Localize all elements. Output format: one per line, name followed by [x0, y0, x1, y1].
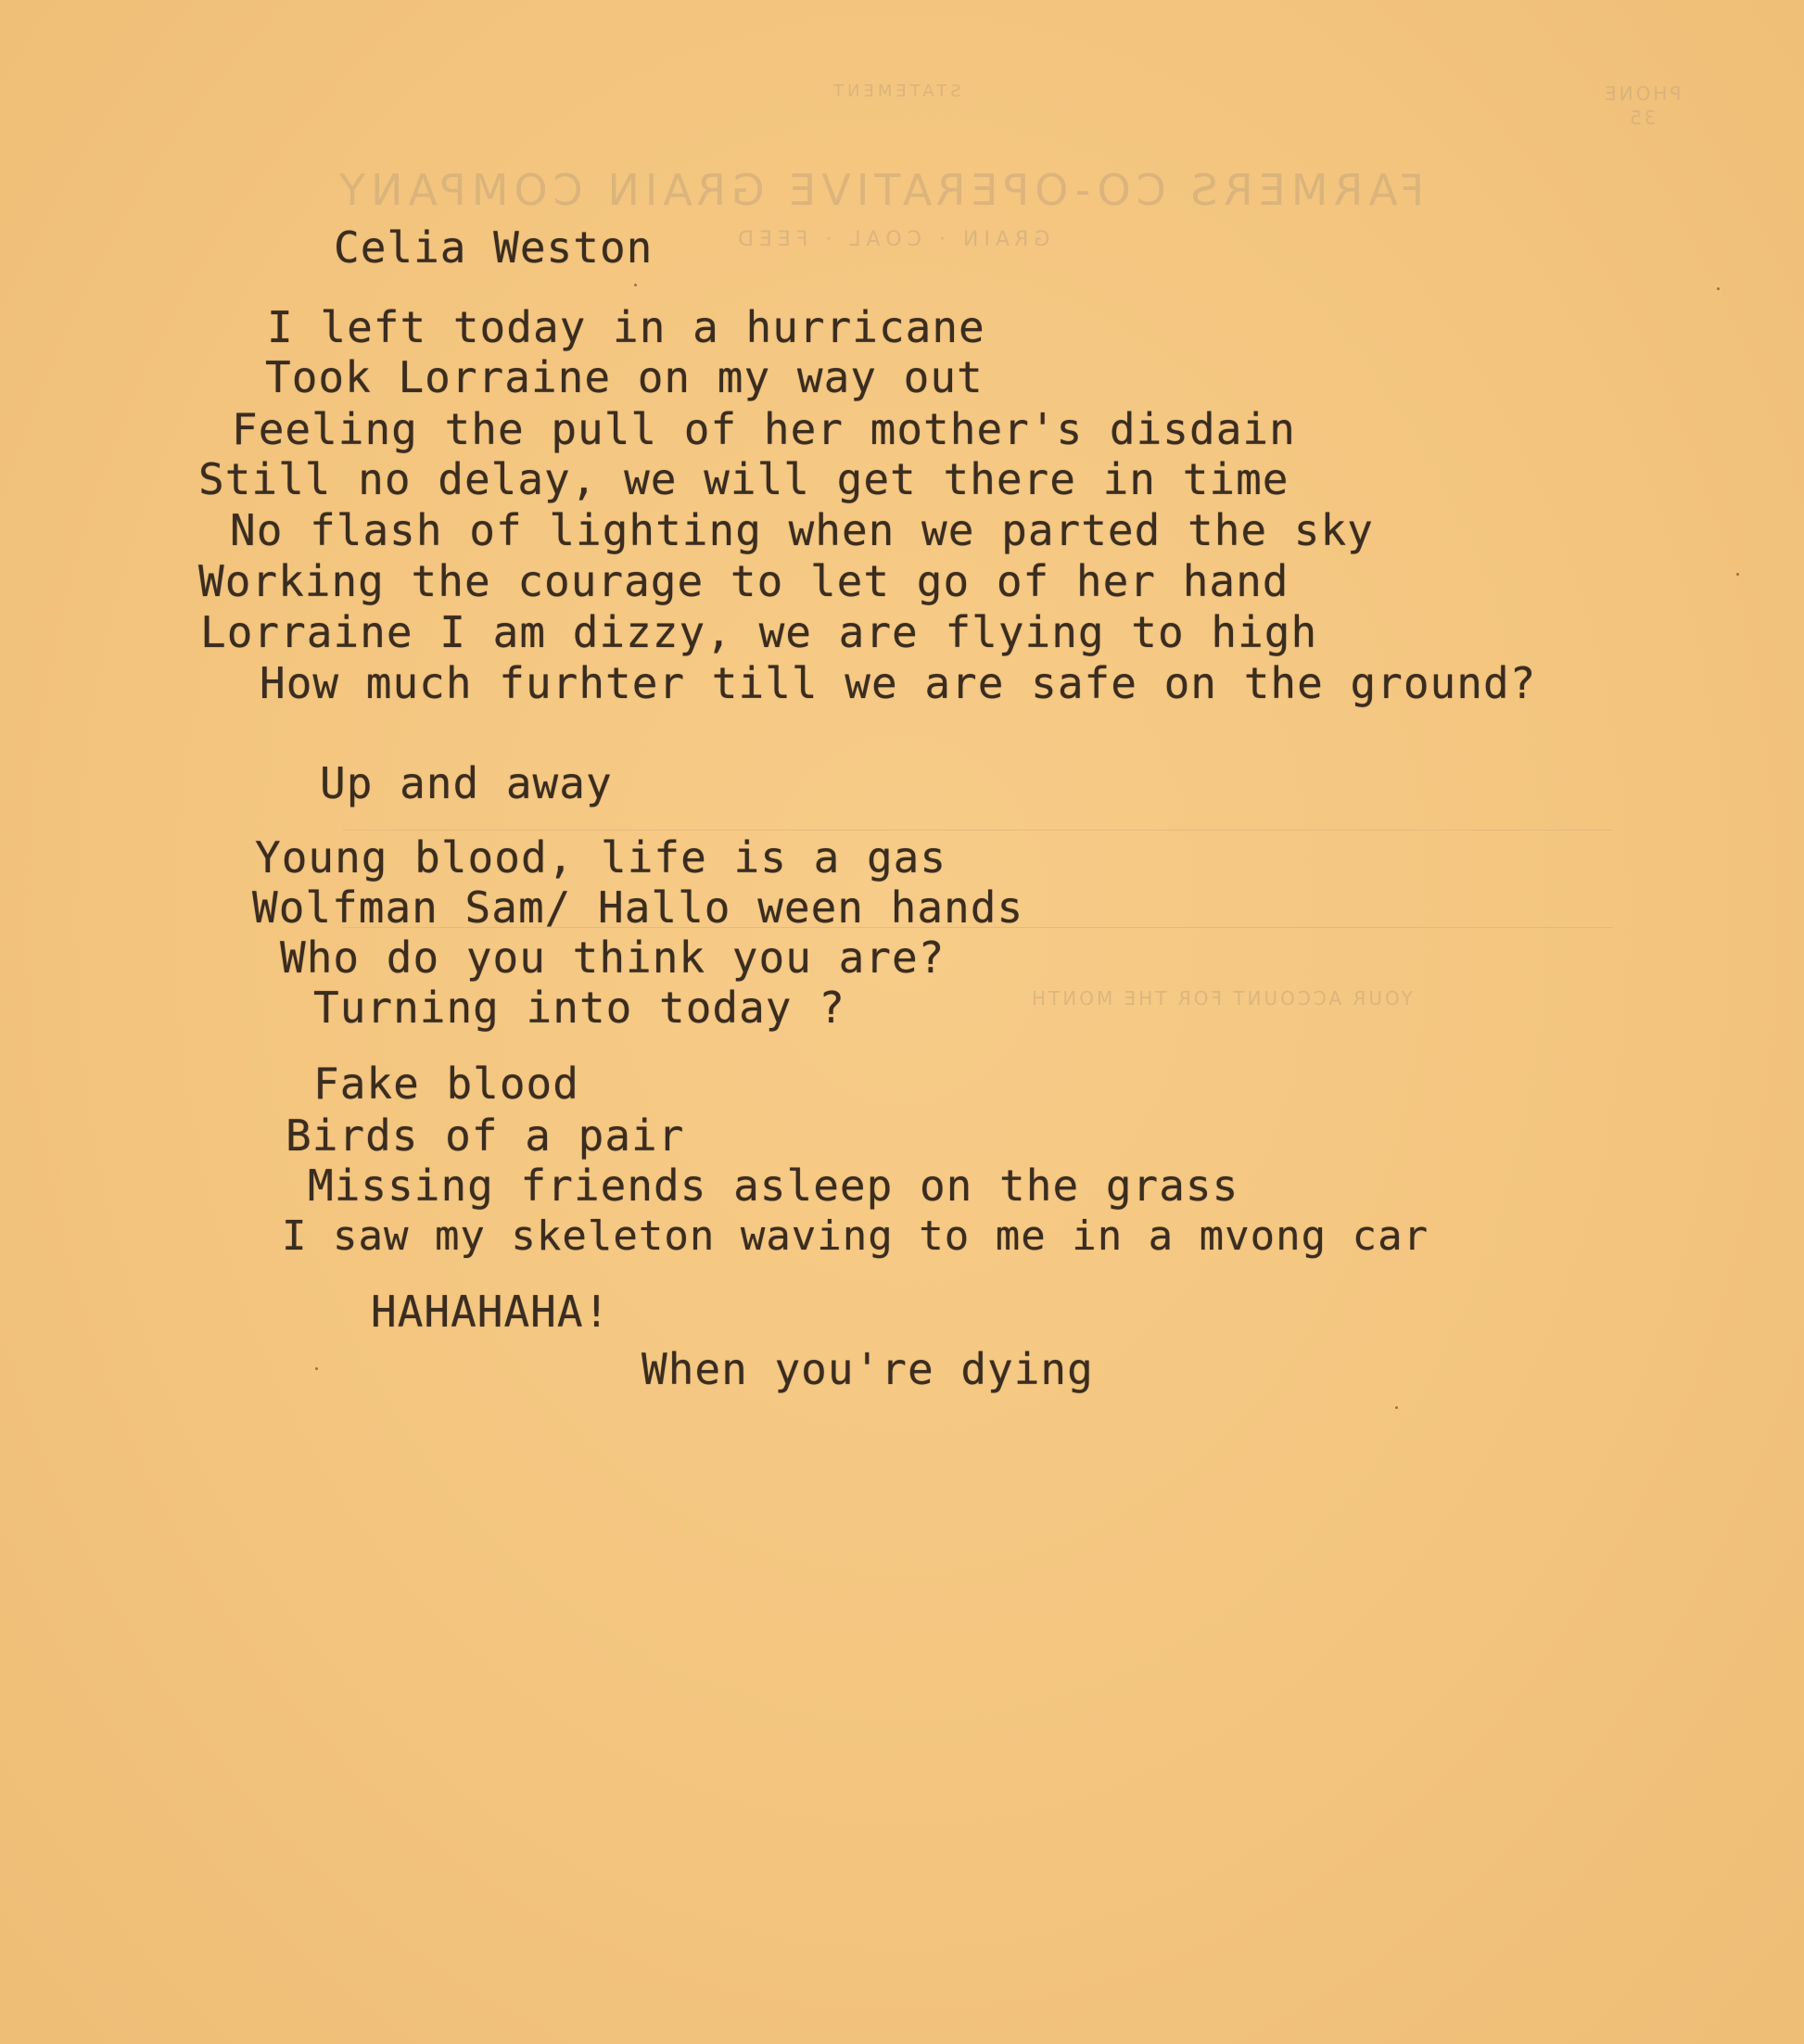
paper-speck	[315, 1367, 318, 1370]
stanza1-line: I left today in a hurricane	[267, 302, 985, 352]
stanza1-line: Feeling the pull of her mother's disdain	[232, 404, 1296, 454]
stanza3-line: Birds of a pair	[286, 1111, 685, 1161]
refrain: Up and away	[320, 758, 613, 808]
stanza1-line: No flash of lighting when we parted the sky	[230, 505, 1374, 555]
stanza1-line: How much furhter till we are safe on the ground?	[260, 658, 1537, 708]
closing-line: When you're dying	[642, 1344, 1094, 1394]
paper-speck	[1395, 1406, 1398, 1409]
stanza1-line: Still no delay, we will get there in time	[198, 454, 1289, 504]
paper-speck	[1717, 287, 1720, 290]
paper-speck	[634, 284, 637, 286]
letterhead-phone-number: 35	[1627, 107, 1657, 129]
letterhead-company: FARMERS CO-OPERATIVE GRAIN COMPANY	[334, 165, 1425, 215]
stanza3-line: I saw my skeleton waving to me in a mvong car	[282, 1212, 1429, 1260]
letterhead-products: GRAIN · COAL · FEED	[732, 228, 1050, 251]
letterhead-account-note: YOUR ACCOUNT FOR THE MONTH	[1029, 987, 1413, 1009]
stanza3-line: Missing friends asleep on the grass	[308, 1161, 1239, 1211]
stanza2-line: Turning into today ?	[313, 983, 845, 1033]
laugh-line: HAHAHAHA!	[371, 1287, 611, 1337]
faint-rule	[343, 830, 1613, 831]
stanza2-line: Wolfman Sam/ Hallo ween hands	[252, 882, 1024, 933]
stanza1-line: Working the courage to let go of her hand	[198, 556, 1289, 606]
stanza1-line: Took Lorraine on my way out	[265, 352, 984, 402]
stanza2-line: Who do you think you are?	[280, 933, 946, 983]
author-name: Celia Weston	[334, 222, 654, 273]
paper-speck	[1736, 573, 1739, 576]
stanza1-line: Lorraine I am dizzy, we are flying to high	[200, 607, 1318, 657]
stanza2-line: Young blood, life is a gas	[255, 832, 947, 882]
letterhead-statement: STATEMENT	[830, 82, 961, 101]
stanza3-line: Fake blood	[313, 1059, 579, 1109]
letterhead-phone-label: PHONE	[1602, 83, 1682, 105]
letterhead-phone	[1602, 82, 1681, 130]
